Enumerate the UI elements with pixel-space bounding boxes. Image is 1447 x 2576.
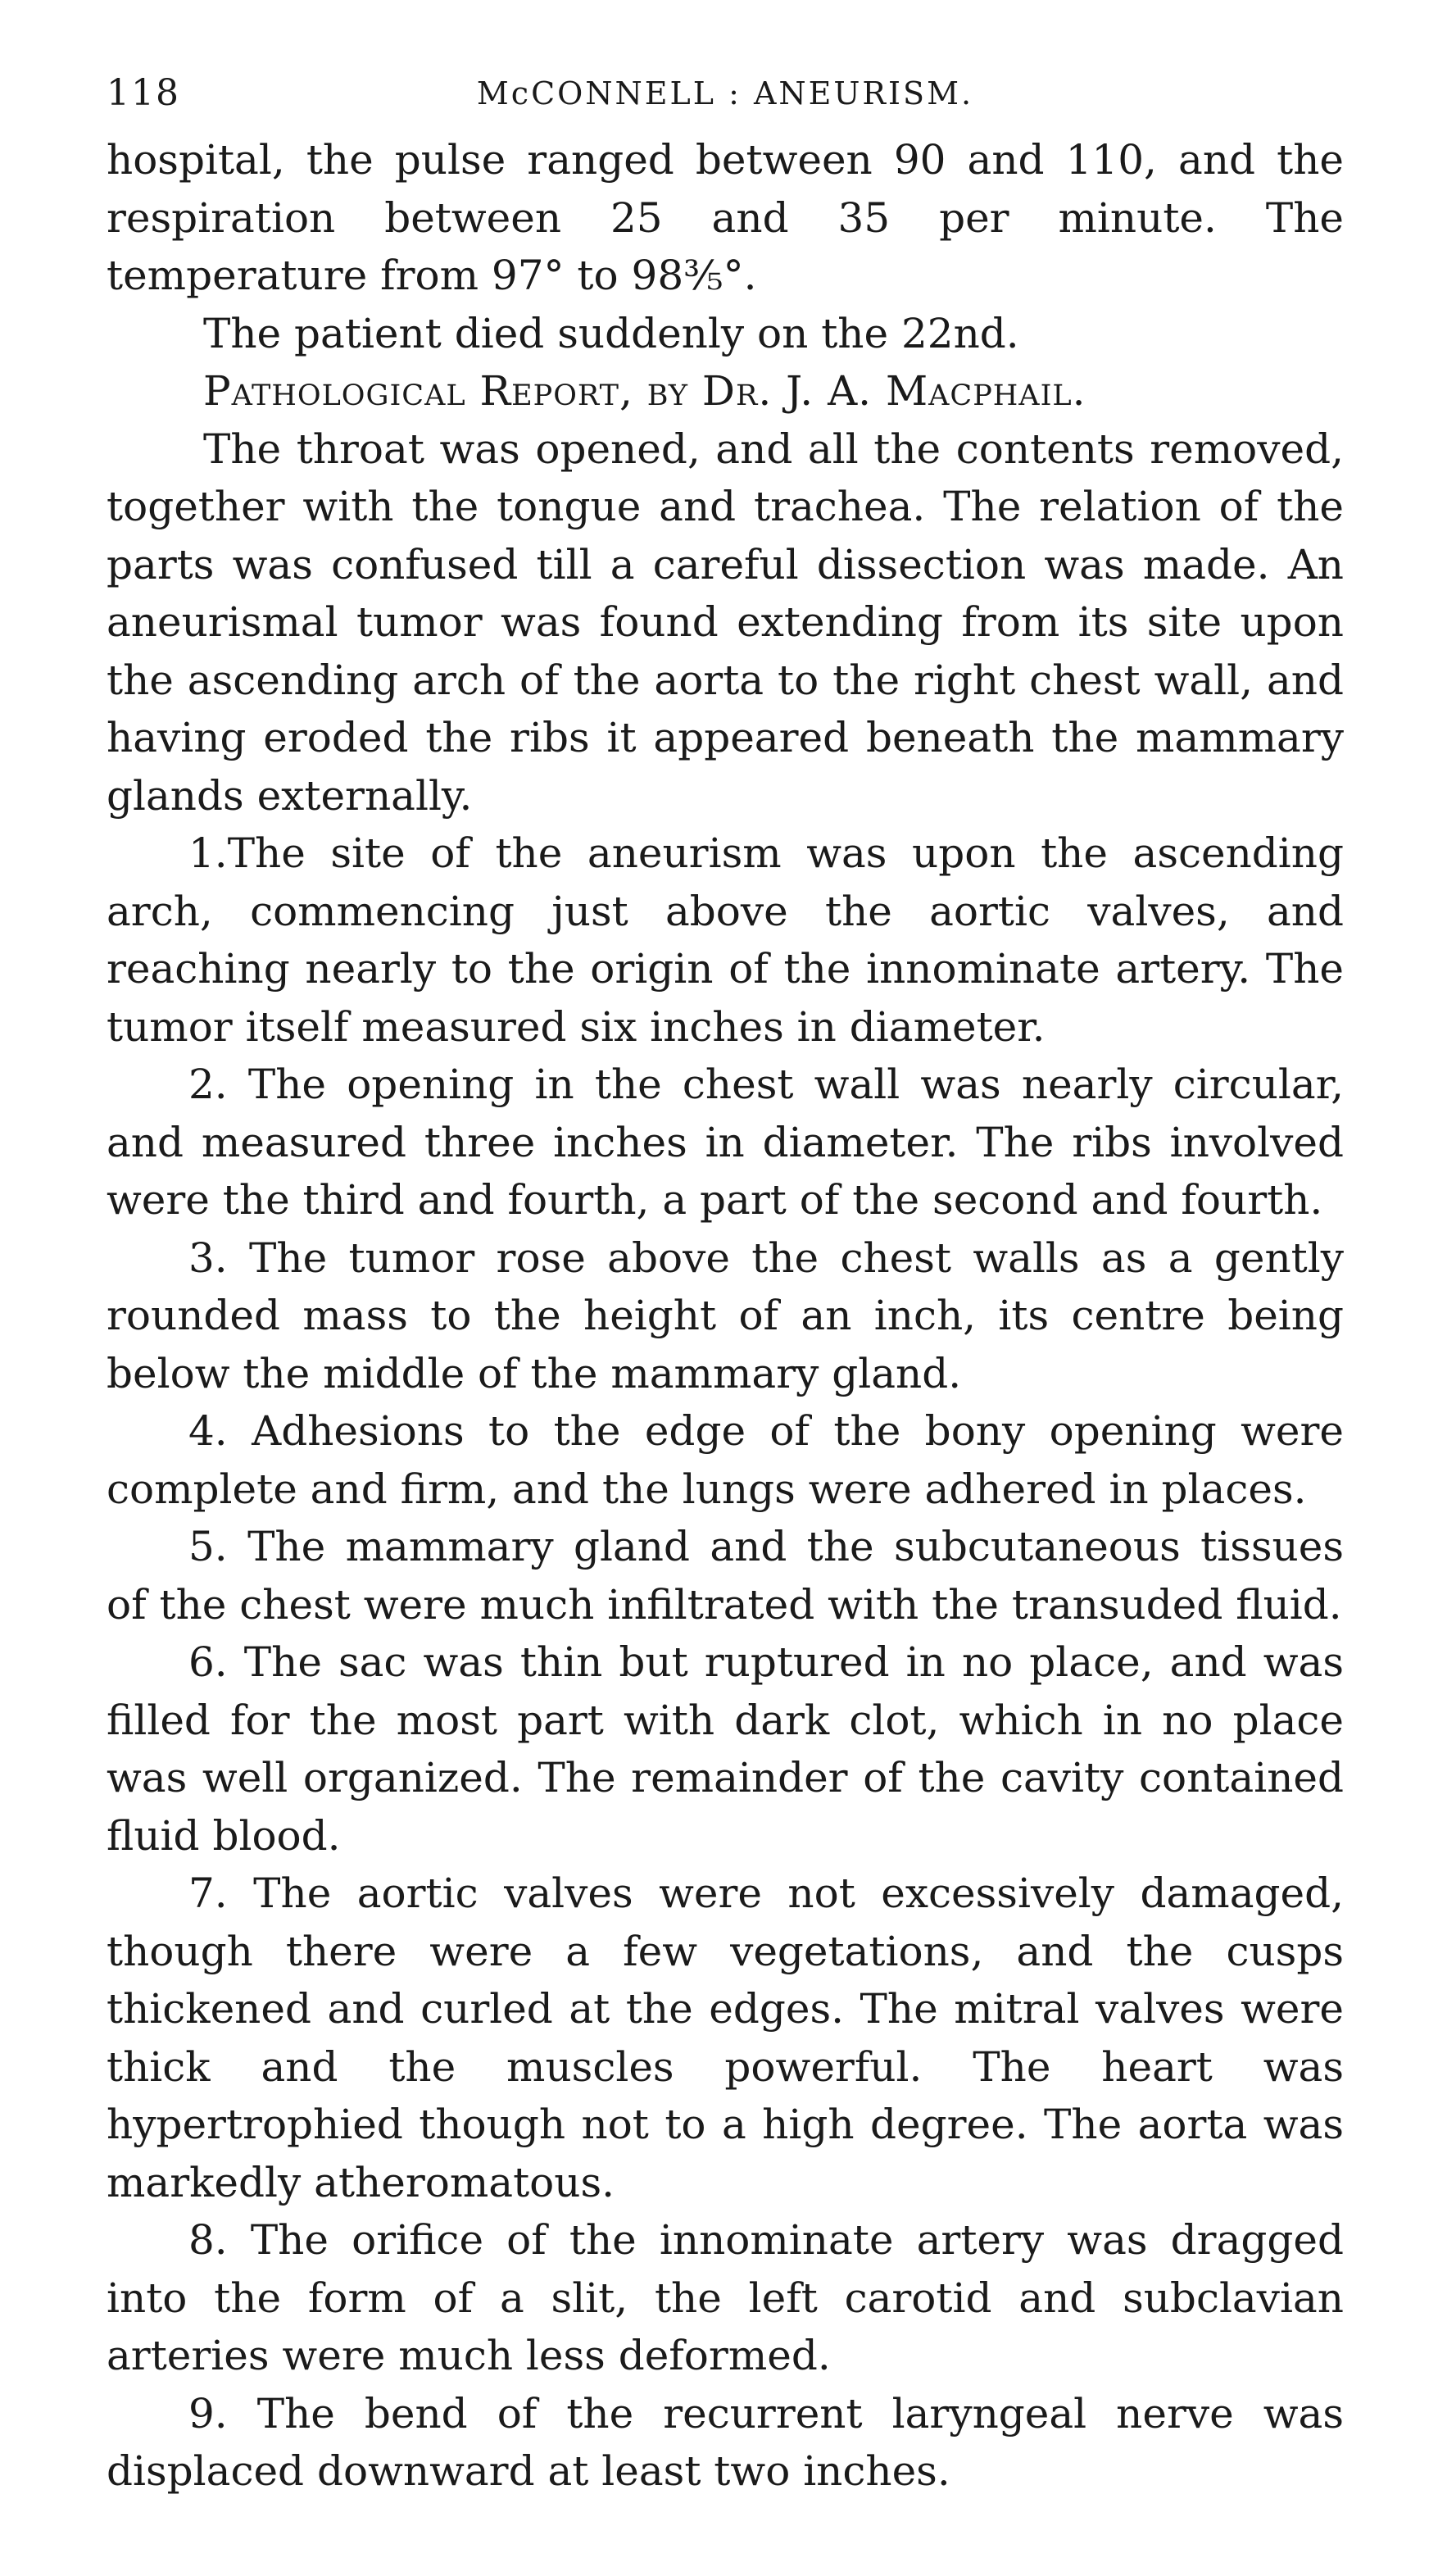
continued-paragraph: hospital, the pulse ranged between 90 and 110, and the respiration between 25 and 35 per minute. The temperature from 97° to 98⅗°.: [107, 136, 1344, 299]
report-item: 4. Adhesions to the edge of the bony opening were complete and firm, and the lungs were adhered in places.: [107, 1407, 1344, 1513]
report-item: 1.The site of the aneurism was upon the ascending arch, commencing just above the aortic valves, and reaching nearly to the origin of the innominate artery. The tumor itself measured six inches in diameter.: [107, 829, 1344, 1051]
section-heading: Pathological Report, by Dr. J. A. Macphail.: [203, 367, 1086, 415]
report-intro-paragraph: The throat was opened, and all the contents removed, together with the tongue and trachea. The relation of the parts was confused till a careful dissection was made. An aneurismal tumor was found extending from its site upon the ascending arch of the aorta to the right chest wall, and having eroded the ribs it appeared beneath the mammary glands externally.: [107, 425, 1344, 820]
running-head: [107, 57, 1344, 131]
page-number: 118: [107, 72, 180, 114]
report-item: 3. The tumor rose above the chest walls as a gently rounded mass to the height of an inch, its centre being below the middle of the mammary gland.: [107, 1233, 1344, 1397]
report-item: 7. The aortic valves were not excessively damaged, though there were a few vegetations, and the cusps thickened and curled at the edges. The mitral valves were thick and the muscles powerful. The heart was hypertrophied though not to a high degree. The aorta was markedly atheromatous.: [107, 1870, 1344, 2206]
page-body: [107, 131, 1344, 2501]
report-item: 6. The sac was thin but ruptured in no place, and was filled for the most part with dark clot, which in no place was well organized. The remainder of the cavity contained fluid blood.: [107, 1638, 1344, 1860]
death-paragraph: The patient died suddenly on the 22nd.: [203, 309, 1019, 357]
running-title: McCONNELL : ANEURISM.: [476, 75, 974, 111]
book-page: [107, 57, 1344, 2501]
report-item: 5. The mammary gland and the subcutaneous tissues of the chest were much infiltrated with the transuded fluid.: [107, 1523, 1344, 1629]
report-item: 2. The opening in the chest wall was nearly circular, and measured three inches in diameter. The ribs involved were the third and fourth, a part of the second and fourth.: [107, 1061, 1344, 1224]
report-item: 9. The bend of the recurrent laryngeal nerve was displaced downward at least two inches.: [107, 2389, 1344, 2495]
report-item: 8. The orifice of the innominate artery was dragged into the form of a slit, the left carotid and subclavian arteries were much less deformed.: [107, 2216, 1344, 2379]
